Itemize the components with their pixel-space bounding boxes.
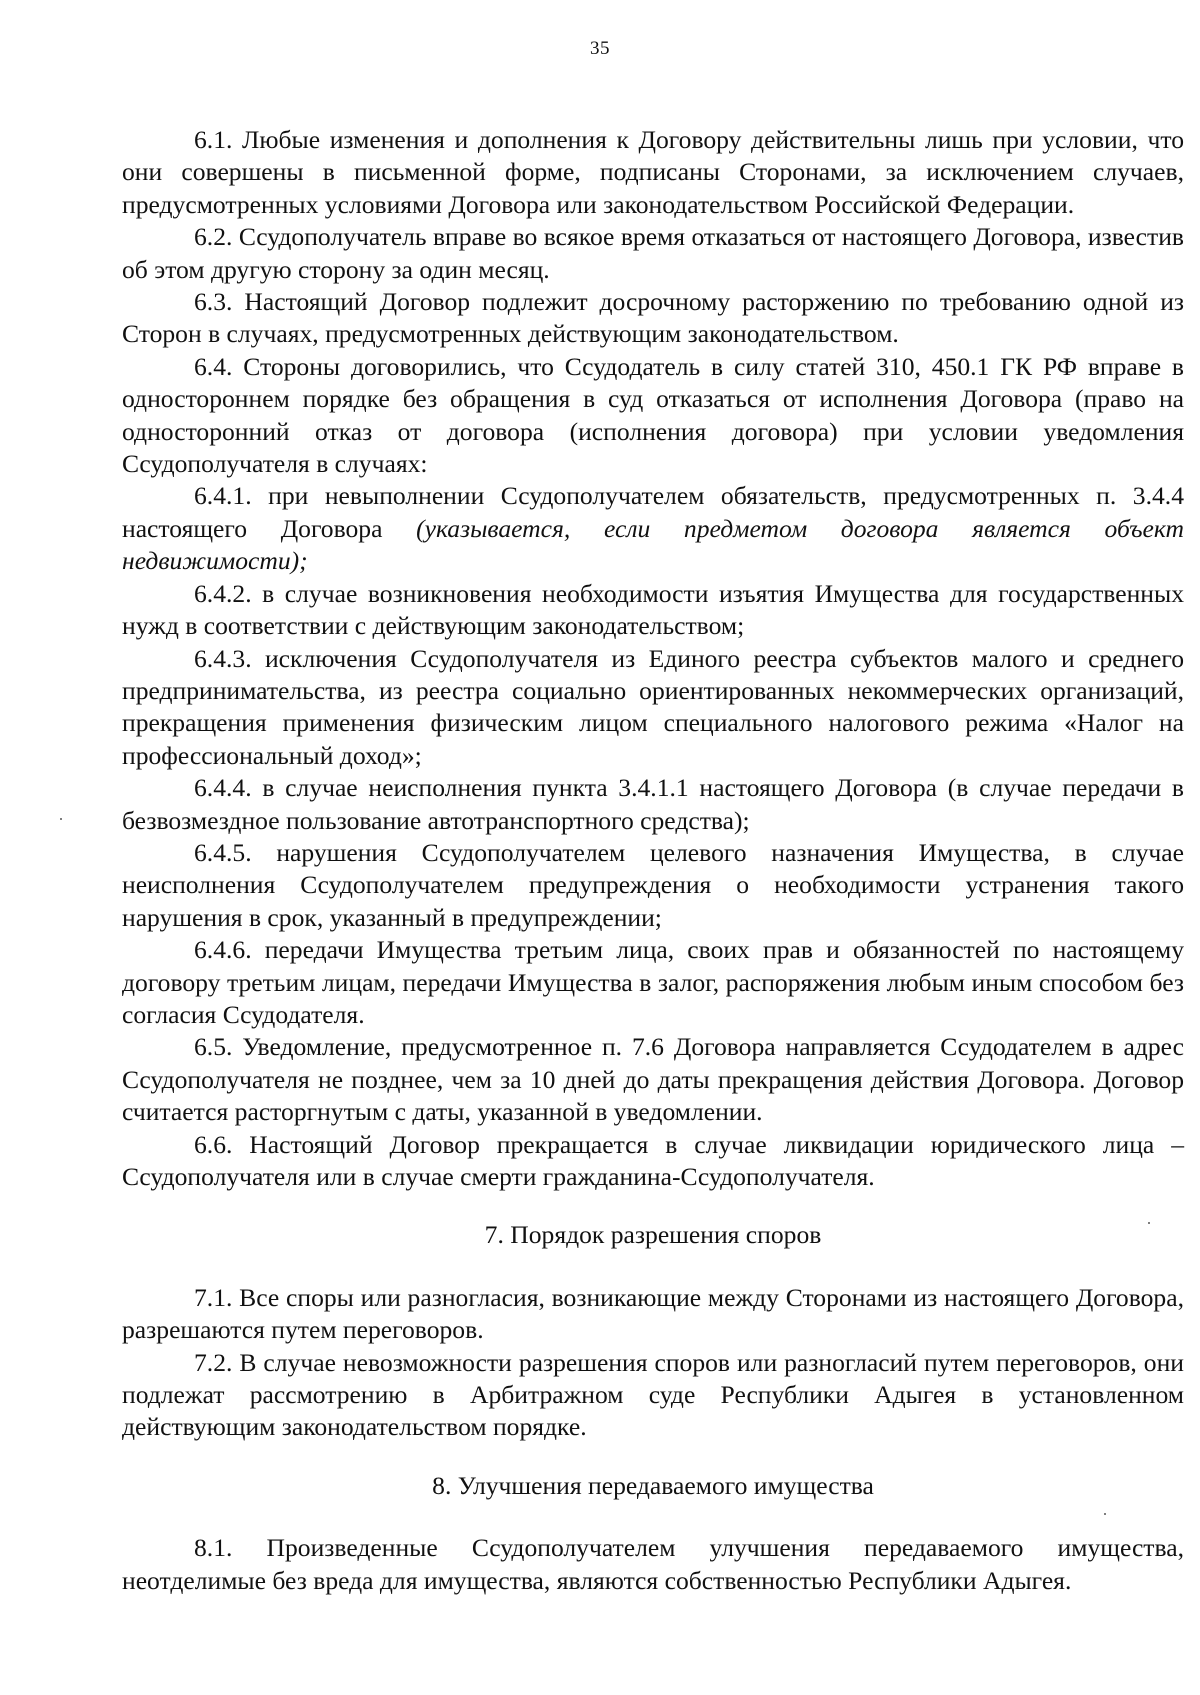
section-7-heading: 7. Порядок разрешения споров [484,1220,822,1250]
clause-6-4-4: 6.4.4. в случае неисполнения пункта 3.4.1.1 настоящего Договора (в случае передачи в безвозмездное пользование автотранспортного средства); [122,773,1184,835]
clause-6-4-5: 6.4.5. нарушения Ссудополучателем целевого назначения Имущества, в случае неисполнения Ссудополучателем предупреждения о необходимости устранения такого нарушения в срок, указанный в предупреждении; [122,837,1184,932]
scan-speck [1104,1513,1106,1515]
scan-speck [60,818,62,820]
clause-6-4-1-note: (указывается, если предметом договора является объект недвижимости); [122,513,1184,576]
clause-7-2: 7.2. В случае невозможности разрешения споров или разногласий путем переговоров, они подлежат рассмотрению в Арбитражном суде Республики Адыгея в установленном действующим законодательством порядке. [122,1347,1184,1442]
clause-7-1: 7.1. Все споры или разногласия, возникающие между Сторонами из настоящего Договора, разрешаются путем переговоров. [122,1282,1184,1345]
clause-6-5: 6.5. Уведомление, предусмотренное п. 7.6 Договора направляется Ссудодателем в адрес Ссудополучателя не позднее, чем за 10 дней до даты прекращения действия Договора. Договор считается расторгнутым с даты, указанной в уведомлении. [122,1032,1184,1127]
document-body [122,124,1184,1597]
clause-6-3: 6.3. Настоящий Договор подлежит досрочному расторжению по требованию одной из Сторон в случаях, предусмотренных действующим законодательством. [122,287,1184,349]
clause-6-4: 6.4. Стороны договорились, что Ссудодатель в силу статей 310, 450.1 ГК РФ вправе в одностороннем порядке без обращения в суд отказаться от исполнения Договора (право на односторонний отказ от договора (исполнения договора) при условии уведомления Ссудополучателя в случаях: [122,351,1184,479]
clause-6-2: 6.2. Ссудополучатель вправе во всякое время отказаться от настоящего Договора, известив об этом другую сторону за один месяц. [122,222,1184,284]
clause-6-4-6: 6.4.6. передачи Имущества третьим лица, своих прав и обязанностей по настоящему договору третьим лицам, передачи Имущества в залог, распоряжения любым иным способом без согласия Ссудодателя. [122,935,1184,1029]
clause-8-1: 8.1. Произведенные Ссудополучателем улучшения передаваемого имущества, неотделимые без вреда для имущества, являются собственностью Республики Адыгея. [122,1533,1184,1595]
clause-6-4-1-text: 6.4.1. при невыполнении Ссудополучателем обязательств, предусмотренных п. 3.4.4 настоящего Договора [122,481,1184,543]
page-number: 35 [590,38,610,59]
section-8-heading: 8. Улучшения передаваемого имущества [432,1470,874,1500]
clause-6-1: 6.1. Любые изменения и дополнения к Договору действительны лишь при условии, что они совершены в письменной форме, подписаны Сторонами, за исключением случаев, предусмотренных условиями Договора или законодательством Российской Федерации. [122,125,1184,219]
clause-6-4-1 [122,480,1184,577]
clause-6-6: 6.6. Настоящий Договор прекращается в случае ликвидации юридического лица – Ссудополучателя или в случае смерти гражданина-Ссудополучателя. [122,1129,1184,1191]
clause-6-4-3: 6.4.3. исключения Ссудополучателя из Единого реестра субъектов малого и среднего предпринимательства, из реестра социально ориентированных некоммерческих организаций, прекращения применения физическим лицом специального налогового режима «Налог на профессиональный доход»; [122,643,1184,770]
clause-6-4-2: 6.4.2. в случае возникновения необходимости изъятия Имущества для государственных нужд в соответствии с действующим законодательством; [122,578,1184,641]
scan-speck [1148,1222,1150,1224]
